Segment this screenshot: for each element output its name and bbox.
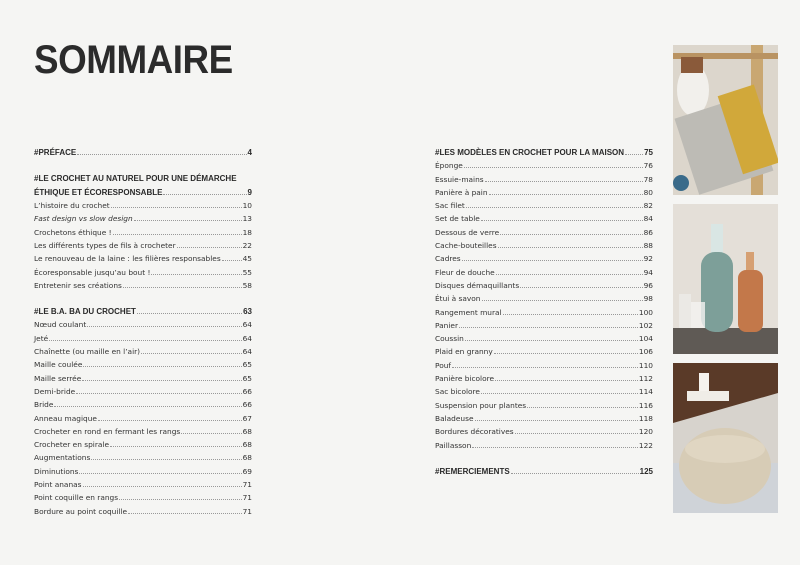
entry-page: 4 bbox=[247, 148, 252, 157]
toc-entry[interactable] bbox=[34, 412, 252, 425]
entry-page: 71 bbox=[242, 493, 252, 503]
entry-label: Pouf bbox=[435, 360, 452, 370]
leader-dots bbox=[482, 300, 643, 301]
entry-label: Demi-bride bbox=[34, 386, 76, 396]
toc-entry-section2[interactable] bbox=[34, 305, 252, 318]
entry-label: Bride bbox=[34, 400, 54, 410]
entry-label: Sac filet bbox=[435, 201, 465, 211]
entry-label: Crocheter en rond en fermant les rangs bbox=[34, 426, 181, 436]
entry-label: Éponge bbox=[435, 161, 463, 171]
entry-label: Augmentations bbox=[34, 453, 91, 463]
toc-entry[interactable] bbox=[34, 491, 252, 504]
leader-dots bbox=[49, 340, 241, 341]
leader-dots bbox=[489, 194, 643, 195]
toc-entry[interactable] bbox=[34, 465, 252, 478]
entry-page: 68 bbox=[242, 440, 252, 450]
entry-page: 94 bbox=[643, 267, 653, 277]
entry-page: 13 bbox=[242, 214, 252, 224]
toc-entry[interactable] bbox=[435, 292, 653, 305]
entry-page: 65 bbox=[242, 360, 252, 370]
leader-dots bbox=[481, 393, 638, 394]
entry-label: Plaid en granny bbox=[435, 347, 493, 357]
entry-label: Écoresponsable jusqu’au bout ! bbox=[34, 267, 151, 277]
leader-dots bbox=[137, 313, 242, 314]
section-title-line: #LE CROCHET AU NATUREL POUR UNE DÉMARCHE bbox=[34, 174, 237, 184]
entry-page: 80 bbox=[643, 187, 653, 197]
leader-dots bbox=[134, 220, 242, 221]
entry-page: 65 bbox=[242, 373, 252, 383]
toc-entry[interactable] bbox=[34, 239, 252, 252]
toc-entry[interactable] bbox=[435, 332, 653, 345]
entry-label: Fleur de douche bbox=[435, 267, 495, 277]
entry-page: 64 bbox=[242, 320, 252, 330]
toc-right-column bbox=[435, 146, 653, 478]
entry-page: 68 bbox=[242, 453, 252, 463]
leader-dots bbox=[515, 433, 638, 434]
leader-dots bbox=[481, 220, 643, 221]
leader-dots bbox=[87, 326, 241, 327]
leader-dots bbox=[500, 234, 642, 235]
toc-entry[interactable] bbox=[435, 319, 653, 332]
entry-label: Dessous de verre bbox=[435, 227, 500, 237]
entry-page: 64 bbox=[242, 347, 252, 357]
entry-page: 106 bbox=[638, 347, 653, 357]
toc-entry[interactable] bbox=[435, 439, 653, 452]
bottle-covers-photo bbox=[673, 204, 778, 354]
toc-entry[interactable] bbox=[34, 199, 252, 212]
entry-page: 86 bbox=[643, 227, 653, 237]
toc-entry[interactable] bbox=[34, 358, 252, 371]
entry-label: ÉTHIQUE ET ÉCORESPONSABLE bbox=[34, 187, 163, 197]
leader-dots bbox=[465, 340, 638, 341]
entry-page: 68 bbox=[242, 426, 252, 436]
toc-entry-section3[interactable] bbox=[435, 146, 653, 159]
toc-entry[interactable] bbox=[435, 306, 653, 319]
leader-dots bbox=[462, 260, 643, 261]
toc-entry[interactable] bbox=[435, 412, 653, 425]
entry-label: Les différents types de fils à crocheter bbox=[34, 240, 176, 250]
entry-page: 112 bbox=[638, 374, 653, 384]
toc-entry[interactable] bbox=[34, 425, 252, 438]
entry-page: 71 bbox=[242, 480, 252, 490]
leader-dots bbox=[520, 287, 642, 288]
entry-label: Panier bbox=[435, 320, 458, 330]
entry-page: 58 bbox=[242, 280, 252, 290]
entry-page: 66 bbox=[242, 400, 252, 410]
entry-page: 110 bbox=[638, 360, 653, 370]
leader-dots bbox=[83, 486, 242, 487]
section1-items bbox=[34, 199, 252, 292]
leader-dots bbox=[181, 433, 241, 434]
leader-dots bbox=[494, 353, 638, 354]
toc-entry[interactable] bbox=[435, 425, 653, 438]
entry-page: 82 bbox=[643, 201, 653, 211]
section3-items bbox=[435, 159, 653, 452]
entry-label: Étui à savon bbox=[435, 294, 481, 304]
leader-dots bbox=[128, 513, 242, 514]
toc-entry[interactable] bbox=[34, 279, 252, 292]
entry-page: 69 bbox=[242, 466, 252, 476]
entry-label: Anneau magique bbox=[34, 413, 97, 423]
entry-label: Suspension pour plantes bbox=[435, 400, 527, 410]
entry-page: 55 bbox=[242, 267, 252, 277]
entry-page: 120 bbox=[638, 427, 653, 437]
toc-entry[interactable] bbox=[435, 226, 653, 239]
leader-dots bbox=[485, 181, 643, 182]
entry-page: 22 bbox=[242, 240, 252, 250]
leader-dots bbox=[141, 353, 242, 354]
toc-entry[interactable] bbox=[435, 372, 653, 385]
entry-page: 75 bbox=[644, 148, 653, 157]
toc-entry[interactable] bbox=[34, 505, 252, 518]
entry-page: 118 bbox=[638, 413, 653, 423]
entry-label: Disques démaquillants bbox=[435, 280, 520, 290]
hanging-dishcloth-photo bbox=[673, 45, 778, 195]
leader-dots bbox=[54, 406, 241, 407]
entry-label: Paillasson bbox=[435, 440, 472, 450]
entry-label: Sac bicolore bbox=[435, 387, 480, 397]
toc-entry[interactable] bbox=[34, 451, 252, 464]
entry-label: Point coquille en rangs bbox=[34, 493, 119, 503]
entry-page: 10 bbox=[242, 201, 252, 211]
toc-entry[interactable] bbox=[34, 318, 252, 331]
entry-page: 66 bbox=[242, 386, 252, 396]
toc-entry[interactable] bbox=[34, 226, 252, 239]
toc-entry[interactable] bbox=[435, 173, 653, 186]
entry-page: 84 bbox=[643, 214, 653, 224]
entry-label: Panière à pain bbox=[435, 187, 488, 197]
leader-dots bbox=[151, 274, 241, 275]
leader-dots bbox=[527, 407, 638, 408]
entry-page: 122 bbox=[638, 440, 653, 450]
entry-label: Bordure au point coquille bbox=[34, 506, 128, 516]
toc-entry-section1[interactable] bbox=[34, 186, 252, 199]
toc-entry[interactable] bbox=[435, 385, 653, 398]
toc-entry[interactable] bbox=[435, 159, 653, 172]
toc-entry[interactable] bbox=[435, 359, 653, 372]
leader-dots bbox=[82, 380, 241, 381]
entry-page: 78 bbox=[643, 174, 653, 184]
entry-label: Fast design vs slow design bbox=[34, 214, 133, 224]
leader-dots bbox=[163, 194, 246, 195]
entry-label: Entretenir ses créations bbox=[34, 280, 122, 290]
entry-label: Maille coulée bbox=[34, 360, 83, 370]
entry-label: Crochetons éthique ! bbox=[34, 227, 112, 237]
toc-entry[interactable] bbox=[435, 266, 653, 279]
entry-label: Nœud coulant bbox=[34, 320, 87, 330]
entry-label: Coussin bbox=[435, 334, 464, 344]
section2-items bbox=[34, 318, 252, 517]
entry-label: Baladeuse bbox=[435, 413, 474, 423]
entry-label: Le renouveau de la laine : les filières responsables bbox=[34, 254, 221, 264]
entry-label: #REMERCIEMENTS bbox=[435, 466, 510, 476]
entry-label: #PRÉFACE bbox=[34, 148, 77, 157]
entry-page: 64 bbox=[242, 333, 252, 343]
entry-page: 98 bbox=[643, 294, 653, 304]
entry-label: #LE B.A. BA DU CROCHET bbox=[34, 307, 136, 317]
entry-page: 116 bbox=[638, 400, 653, 410]
toc-entry[interactable] bbox=[34, 385, 252, 398]
entry-label: #LES MODÈLES EN CROCHET POUR LA MAISON bbox=[435, 148, 625, 157]
leader-dots bbox=[511, 473, 639, 474]
leader-dots bbox=[472, 447, 638, 448]
entry-label: Point ananas bbox=[34, 480, 82, 490]
entry-label: Cadres bbox=[435, 254, 461, 264]
leader-dots bbox=[496, 274, 643, 275]
toc-entry[interactable] bbox=[34, 398, 252, 411]
entry-page: 71 bbox=[242, 506, 252, 516]
leader-dots bbox=[459, 327, 638, 328]
leader-dots bbox=[113, 234, 242, 235]
toc-entry[interactable] bbox=[34, 478, 252, 491]
entry-label: Set de table bbox=[435, 214, 480, 224]
entry-page: 100 bbox=[638, 307, 653, 317]
entry-label: Essuie-mains bbox=[435, 174, 484, 184]
leader-dots bbox=[452, 367, 638, 368]
toc-entry[interactable] bbox=[435, 239, 653, 252]
entry-page: 67 bbox=[242, 413, 252, 423]
entry-page: 88 bbox=[643, 241, 653, 251]
leader-dots bbox=[464, 167, 643, 168]
leader-dots bbox=[76, 393, 241, 394]
entry-page: 92 bbox=[643, 254, 653, 264]
toc-entry[interactable] bbox=[34, 345, 252, 358]
leader-dots bbox=[91, 459, 241, 460]
toc-entry[interactable] bbox=[34, 438, 252, 451]
toc-entry[interactable] bbox=[34, 266, 252, 279]
leader-dots bbox=[177, 247, 242, 248]
leader-dots bbox=[625, 154, 643, 155]
entry-page: 104 bbox=[638, 334, 653, 344]
leader-dots bbox=[83, 366, 241, 367]
leader-dots bbox=[110, 446, 242, 447]
toc-entry[interactable] bbox=[435, 345, 653, 358]
entry-label: Panière bicolore bbox=[435, 374, 495, 384]
entry-label: Maille serrée bbox=[34, 373, 82, 383]
leader-dots bbox=[123, 287, 242, 288]
entry-page: 18 bbox=[242, 227, 252, 237]
leader-dots bbox=[498, 247, 643, 248]
toc-entry[interactable] bbox=[435, 252, 653, 265]
leader-dots bbox=[119, 499, 242, 500]
entry-page: 125 bbox=[639, 466, 653, 476]
toc-entry[interactable] bbox=[435, 212, 653, 225]
entry-page: 9 bbox=[247, 187, 252, 197]
leader-dots bbox=[79, 473, 241, 474]
entry-label: Cache-bouteilles bbox=[435, 241, 497, 251]
leader-dots bbox=[475, 420, 638, 421]
toc-entry[interactable] bbox=[435, 279, 653, 292]
entry-page: 45 bbox=[242, 254, 252, 264]
toc-entry[interactable] bbox=[435, 186, 653, 199]
entry-label: Jeté bbox=[34, 333, 49, 343]
entry-label: Diminutions bbox=[34, 466, 79, 476]
entry-page: 102 bbox=[638, 320, 653, 330]
toc-entry[interactable] bbox=[34, 332, 252, 345]
toc-left-column bbox=[34, 146, 252, 518]
entry-page: 96 bbox=[643, 280, 653, 290]
toc-entry[interactable] bbox=[34, 212, 252, 225]
entry-label: Crocheter en spirale bbox=[34, 440, 110, 450]
entry-page: 114 bbox=[638, 387, 653, 397]
pouf-photo bbox=[673, 363, 778, 513]
entry-page: 63 bbox=[243, 307, 252, 317]
entry-page: 76 bbox=[643, 161, 653, 171]
entry-label: Rangement mural bbox=[435, 307, 502, 317]
entry-label: Chaînette (ou maille en l’air) bbox=[34, 347, 141, 357]
toc-entry[interactable] bbox=[435, 199, 653, 212]
leader-dots bbox=[495, 380, 638, 381]
toc-entry[interactable] bbox=[34, 372, 252, 385]
entry-label: L’histoire du crochet bbox=[34, 201, 110, 211]
leader-dots bbox=[98, 420, 242, 421]
leader-dots bbox=[111, 207, 242, 208]
leader-dots bbox=[503, 314, 638, 315]
entry-label: Bordures décoratives bbox=[435, 427, 514, 437]
toc-entry-thanks[interactable] bbox=[435, 465, 653, 478]
leader-dots bbox=[222, 260, 242, 261]
toc-entry[interactable] bbox=[435, 399, 653, 412]
leader-dots bbox=[466, 207, 643, 208]
leader-dots bbox=[77, 154, 246, 155]
toc-entry-preface[interactable] bbox=[34, 146, 252, 159]
page-title: SOMMAIRE bbox=[34, 38, 233, 82]
toc-entry[interactable] bbox=[34, 252, 252, 265]
